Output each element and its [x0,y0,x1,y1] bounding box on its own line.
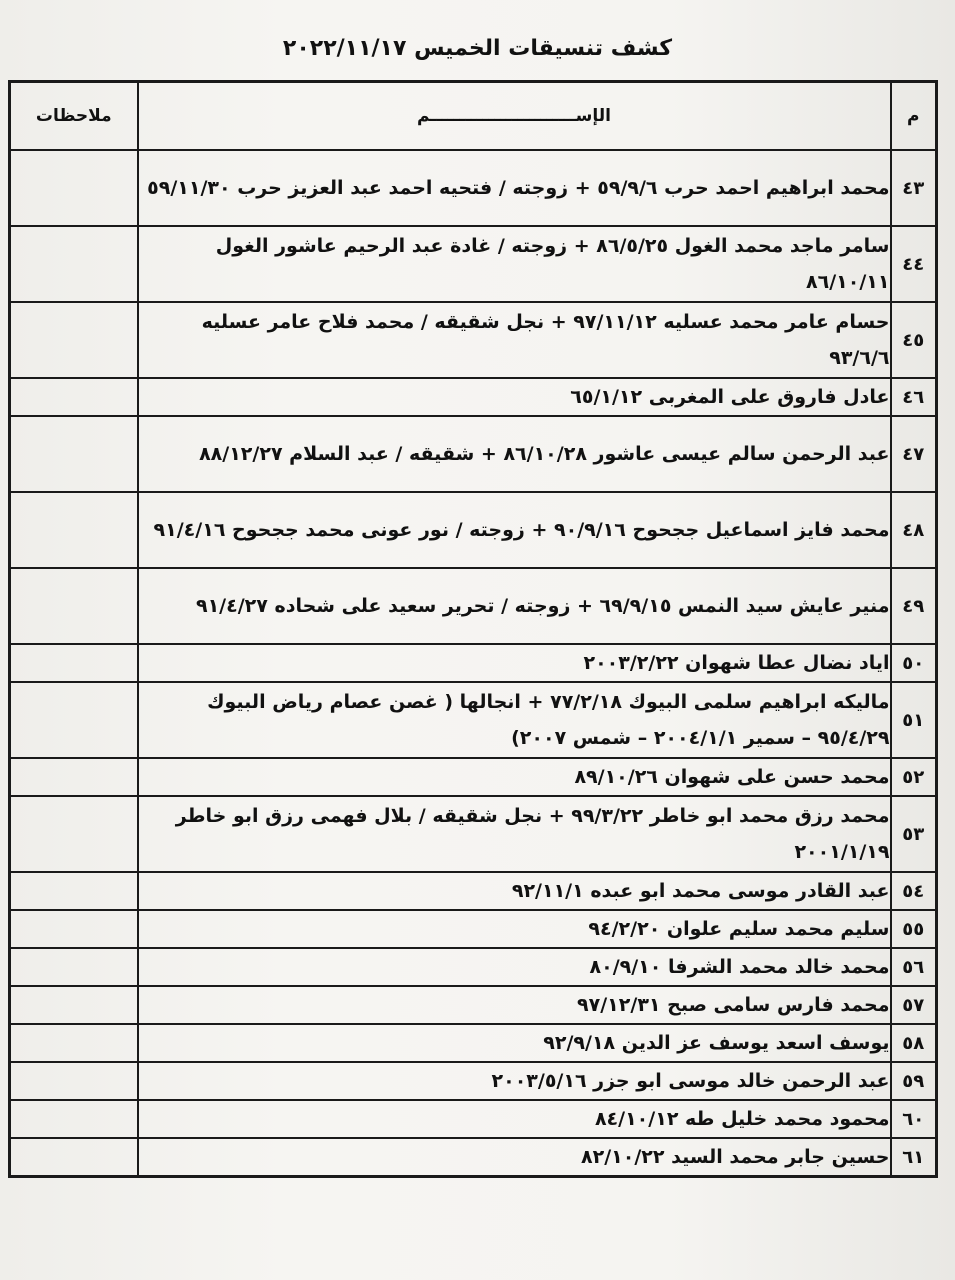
row-notes [10,1100,138,1138]
row-name: محمد ابراهيم احمد حرب ٥٩/٩/٦ + زوجته / فتحيه احمد عبد العزيز حرب ٥٩/١١/٣٠ [138,150,891,226]
row-name: محمد رزق محمد ابو خاطر ٩٩/٣/٢٢ + نجل شقيقه / بلال فهمى رزق ابو خاطر ٢٠٠١/١/١٩ [138,796,891,872]
table-row [10,150,937,226]
row-notes [10,644,138,682]
row-number: ٥٩ [891,1062,937,1100]
row-number: ٥٥ [891,910,937,948]
table-row [10,986,937,1024]
page-title: كشف تنسيقات الخميس ٢٠٢٢/١١/١٧ [282,36,673,61]
table-row [10,1024,937,1062]
row-number: ٥٢ [891,758,937,796]
row-notes [10,492,138,568]
table-body [10,150,937,1177]
table-row [10,226,937,302]
row-number: ٥٤ [891,872,937,910]
row-name: سامر ماجد محمد الغول ٨٦/٥/٢٥ + زوجته / غادة عبد الرحيم عاشور الغول ٨٦/١٠/١١ [138,226,891,302]
table-row [10,796,937,872]
row-notes [10,986,138,1024]
row-number: ٤٧ [891,416,937,492]
row-number: ٤٥ [891,302,937,378]
row-number: ٥٠ [891,644,937,682]
row-name: اياد نضال عطا شهوان ٢٠٠٣/٢/٢٢ [138,644,891,682]
row-name: محمد خالد محمد الشرفا ٨٠/٩/١٠ [138,948,891,986]
table-row [10,492,937,568]
row-notes [10,910,138,948]
row-name: سليم محمد سليم علوان ٩٤/٢/٢٠ [138,910,891,948]
table-row [10,1062,937,1100]
row-name: عبد القادر موسى محمد ابو عبده ٩٢/١١/١ [138,872,891,910]
row-number: ٥٨ [891,1024,937,1062]
table-row [10,910,937,948]
table-header-row [10,82,937,151]
row-number: ٤٩ [891,568,937,644]
row-name: منير عايش سيد النمس ٦٩/٩/١٥ + زوجته / تحرير سعيد على شحاده ٩١/٤/٢٧ [138,568,891,644]
table-row [10,644,937,682]
table-row [10,302,937,378]
row-notes [10,416,138,492]
row-notes [10,378,138,416]
row-name: عبد الرحمن خالد موسى ابو جزر ٢٠٠٣/٥/١٦ [138,1062,891,1100]
table-row [10,682,937,758]
row-notes [10,948,138,986]
row-notes [10,872,138,910]
table-row [10,378,937,416]
row-number: ٥٣ [891,796,937,872]
row-name: يوسف اسعد يوسف عز الدين ٩٢/٩/١٨ [138,1024,891,1062]
row-number: ٤٦ [891,378,937,416]
row-name: عبد الرحمن سالم عيسى عاشور ٨٦/١٠/٢٨ + شقيقه / عبد السلام ٨٨/١٢/٢٧ [138,416,891,492]
row-name: حسام عامر محمد عسليه ٩٧/١١/١٢ + نجل شقيقه / محمد فلاح عامر عسليه ٩٣/٦/٦ [138,302,891,378]
table-row [10,1138,937,1177]
row-notes [10,1024,138,1062]
row-number: ٤٣ [891,150,937,226]
row-name: عادل فاروق على المغربى ٦٥/١/١٢ [138,378,891,416]
row-number: ٤٨ [891,492,937,568]
row-number: ٦٠ [891,1100,937,1138]
row-name: ماليكه ابراهيم سلمى البيوك ٧٧/٢/١٨ + انجالها ( غصن عصام رياض البيوك ٩٥/٤/٢٩ – سمير ٢٠٠٤/١/١ – شمس ٢٠٠٧) [138,682,891,758]
header-name: الإســـــــــــــــــــــــــم [138,82,891,151]
row-notes [10,150,138,226]
table-row [10,416,937,492]
row-number: ٥٧ [891,986,937,1024]
row-number: ٦١ [891,1138,937,1177]
row-notes [10,568,138,644]
row-number: ٥١ [891,682,937,758]
table-row [10,758,937,796]
names-table [8,80,938,1178]
row-notes [10,796,138,872]
table-row [10,872,937,910]
header-notes: ملاحظات [10,82,138,151]
table-row [10,948,937,986]
row-notes [10,758,138,796]
row-notes [10,226,138,302]
row-name: حسين جابر محمد السيد ٨٢/١٠/٢٢ [138,1138,891,1177]
row-notes [10,302,138,378]
table-row [10,568,937,644]
header-number: م [891,82,937,151]
row-name: محمد حسن على شهوان ٨٩/١٠/٢٦ [138,758,891,796]
table-row [10,1100,937,1138]
row-number: ٤٤ [891,226,937,302]
row-notes [10,1138,138,1177]
row-name: محمد فارس سامى صبح ٩٧/١٢/٣١ [138,986,891,1024]
row-notes [10,682,138,758]
row-name: محمد فايز اسماعيل ججحوح ٩٠/٩/١٦ + زوجته / نور عونى محمد ججحوح ٩١/٤/١٦ [138,492,891,568]
row-notes [10,1062,138,1100]
row-number: ٥٦ [891,948,937,986]
row-name: محمود محمد خليل طه ٨٤/١٠/١٢ [138,1100,891,1138]
